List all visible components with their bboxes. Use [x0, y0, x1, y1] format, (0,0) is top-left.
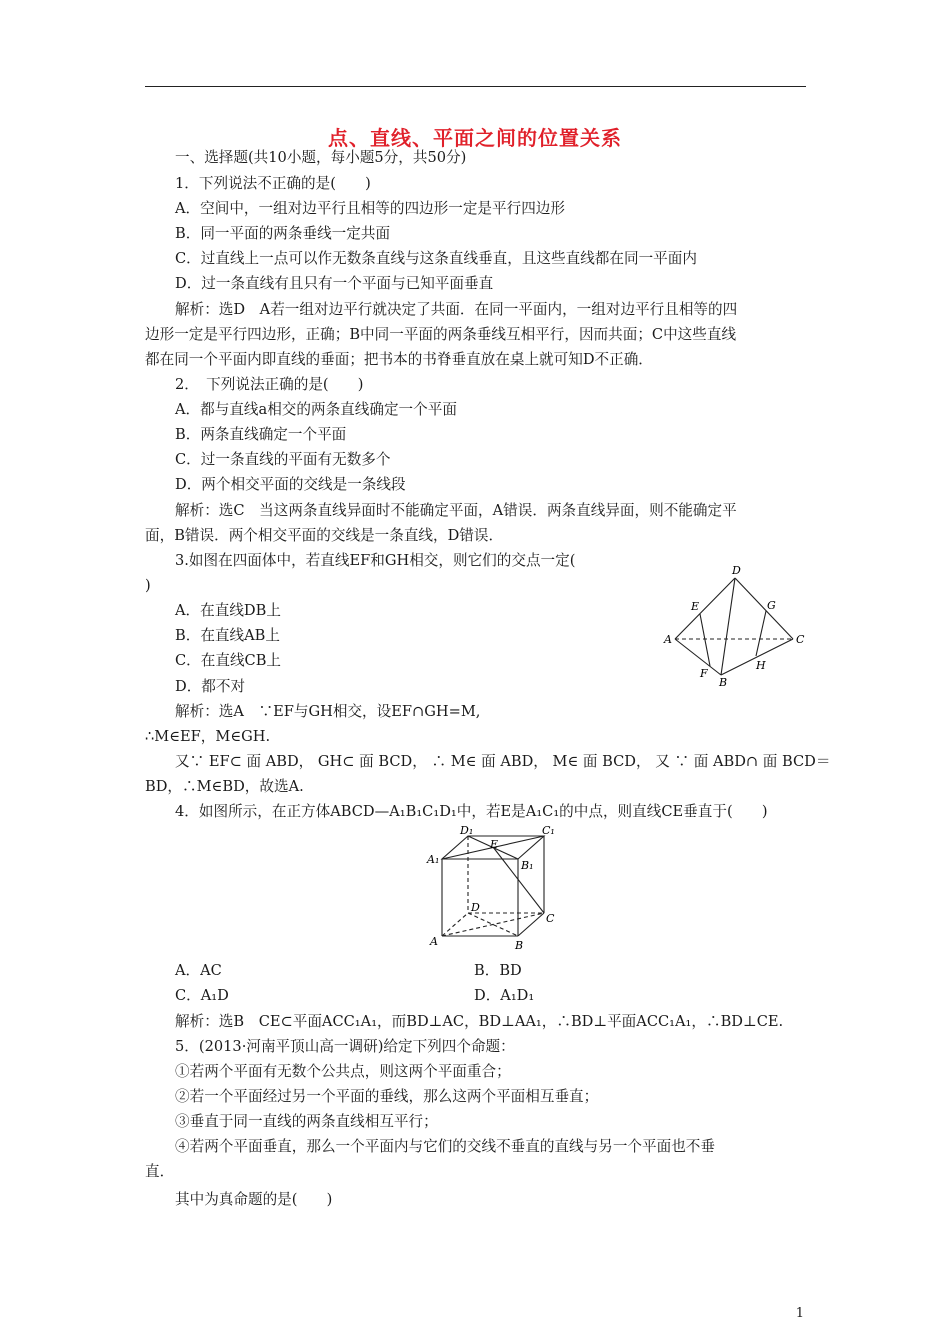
label-c1: C₁ [542, 824, 555, 837]
q3-option-b: B．在直线AB上 [175, 627, 280, 644]
q2-option-b: B．两条直线确定一个平面 [175, 426, 347, 443]
q2-solution-line1: 解析：选C 当这两条直线异面时不能确定平面，A错误．两条直线异面，则不能确定平 [175, 502, 737, 519]
q3-solution-line2: ∴M∈EF，M∈GH. [145, 728, 271, 745]
q2-option-a: A．都与直线a相交的两条直线确定一个平面 [175, 401, 457, 418]
q1-option-b: B．同一平面的两条垂线一定共面 [175, 225, 391, 242]
q5-proposition-1: ①若两个平面有无数个公共点，则这两个平面重合； [175, 1063, 511, 1080]
q4-option-c: C．A₁D [175, 987, 229, 1004]
label-a1: A₁ [427, 853, 440, 866]
page-title: 点、直线、平面之间的位置关系 [328, 126, 622, 150]
label-a: A [430, 935, 438, 948]
label-b: B [719, 676, 728, 689]
q4-option-d: D．A₁D₁ [474, 987, 535, 1004]
q3-solution-line3: 又∵ EF⊂ 面 ABD， GH⊂ 面 BCD， ∴ M∈ 面 ABD， M∈ 面 BCD， 又 ∵ 面 ABD∩ 面 BCD＝ [175, 753, 831, 770]
cube-figure [424, 824, 574, 954]
label-h: H [756, 659, 766, 672]
label-c: C [546, 912, 555, 925]
label-e: E [490, 838, 499, 851]
q3-option-d: D．都不对 [175, 678, 246, 695]
q3-stem-end: ) [145, 577, 151, 594]
label-e: E [691, 600, 700, 613]
q3-stem: 3.如图在四面体中，若直线EF和GH相交，则它们的交点一定( [175, 552, 576, 569]
q3-solution-line4: BD，∴M∈BD，故选A. [145, 778, 304, 795]
q5-proposition-3: ③垂直于同一直线的两条直线相互平行； [175, 1113, 438, 1130]
q2-stem: 2． 下列说法正确的是( ) [175, 376, 364, 393]
label-d: D [732, 564, 741, 577]
q5-proposition-4: ④若两个平面垂直，那么一个平面内与它们的交线不垂直的直线与另一个平面也不垂 [175, 1138, 715, 1155]
label-g: G [767, 599, 776, 612]
q1-option-a: A．空间中，一组对边平行且相等的四边形一定是平行四边形 [175, 200, 565, 217]
label-a: A [664, 633, 672, 646]
label-f: F [700, 667, 708, 680]
q5-question: 其中为真命题的是( ) [175, 1191, 333, 1208]
q1-option-d: D．过一条直线有且只有一个平面与已知平面垂直 [175, 275, 494, 292]
label-b1: B₁ [521, 859, 534, 872]
q4-stem: 4．如图所示，在正方体ABCD—A₁B₁C₁D₁中，若E是A₁C₁的中点，则直线CE垂直于( ) [175, 803, 768, 820]
page-number: 1 [795, 1306, 804, 1321]
label-b: B [515, 939, 524, 952]
header-rule [145, 86, 806, 87]
q5-proposition-4-end: 直． [145, 1163, 175, 1180]
q4-option-a: A．AC [175, 962, 222, 979]
q1-solution-line2: 边形一定是平行四边形，正确；B中同一平面的两条垂线互相平行，因而共面；C中这些直线 [145, 326, 737, 343]
q4-solution: 解析：选B CE⊂平面ACC₁A₁，而BD⊥AC，BD⊥AA₁，∴BD⊥平面ACC₁A₁，∴BD⊥CE. [175, 1013, 784, 1030]
label-d: D [471, 901, 480, 914]
q1-stem: 1．下列说法不正确的是( ) [175, 175, 371, 192]
tetrahedron-figure [655, 562, 815, 690]
label-c: C [796, 633, 805, 646]
q4-option-b: B．BD [474, 962, 522, 979]
q3-option-a: A．在直线DB上 [175, 602, 281, 619]
q2-option-d: D．两个相交平面的交线是一条线段 [175, 476, 406, 493]
label-d1: D₁ [460, 824, 474, 837]
q3-option-c: C．在直线CB上 [175, 652, 282, 669]
q2-solution-line2: 面，B错误．两个相交平面的交线是一条直线，D错误． [145, 527, 504, 544]
q5-proposition-2: ②若一个平面经过另一个平面的垂线，那么这两个平面相互垂直； [175, 1088, 599, 1105]
section-heading: 一、选择题(共10小题，每小题5分，共50分) [175, 149, 467, 166]
q2-option-c: C．过一条直线的平面有无数多个 [175, 451, 391, 468]
q1-option-c: C．过直线上一点可以作无数条直线与这条直线垂直，且这些直线都在同一平面内 [175, 250, 697, 267]
q5-stem: 5．(2013·河南平顶山高一调研)给定下列四个命题： [175, 1038, 515, 1055]
q3-solution-line1: 解析：选A ∵EF与GH相交，设EF∩GH=M, [175, 703, 481, 720]
q1-solution-line1: 解析：选D A若一组对边平行就决定了共面．在同一平面内，一组对边平行且相等的四 [175, 301, 738, 318]
q1-solution-line3: 都在同一个平面内即直线的垂面；把书本的书脊垂直放在桌上就可知D不正确． [145, 351, 653, 368]
